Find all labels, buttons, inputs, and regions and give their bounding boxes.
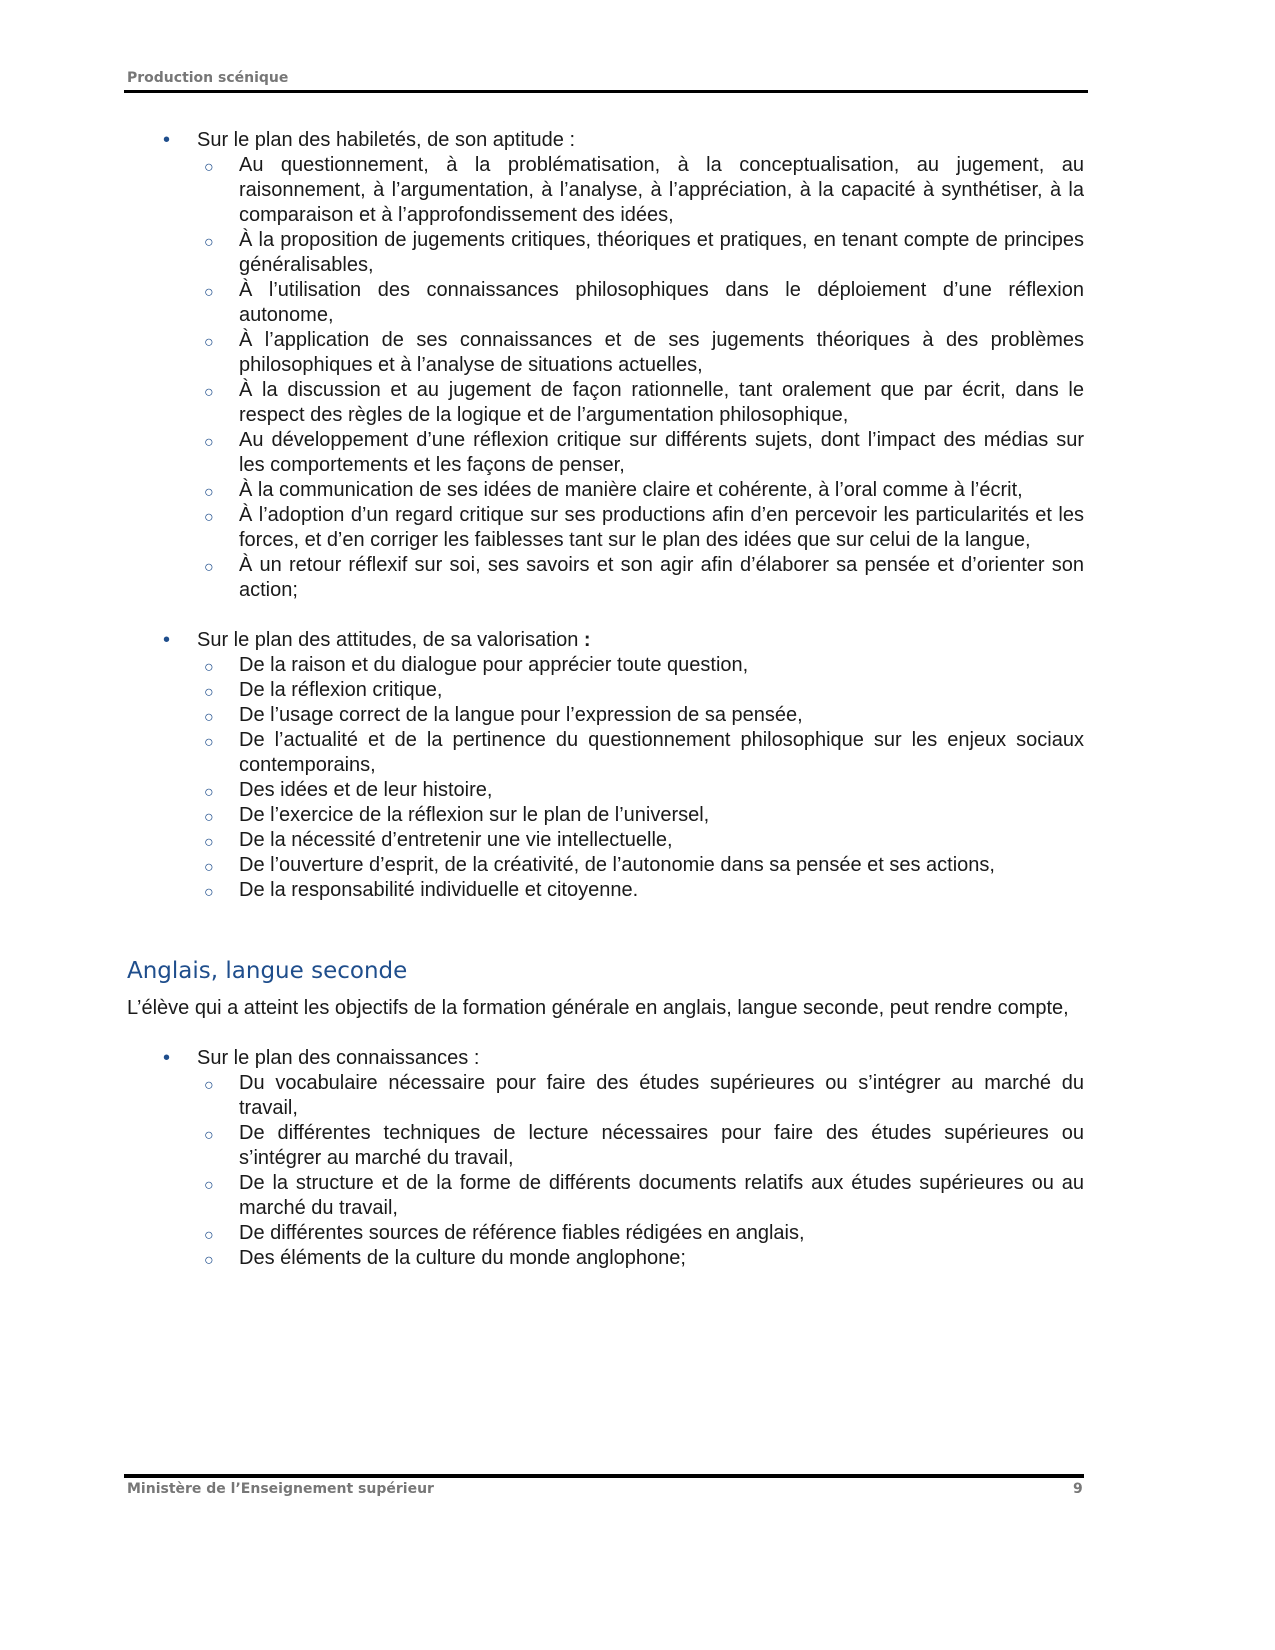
circle-bullet-icon: ○ [204,884,214,901]
list-item [197,678,1084,703]
circle-bullet-icon: ○ [204,334,214,351]
circle-bullet-icon: ○ [204,1227,214,1244]
label-colon: : [583,629,591,651]
circle-bullet-icon: ○ [204,859,214,876]
list-item [197,378,1084,428]
document-body [127,128,1084,1271]
circle-bullet-icon: ○ [204,434,214,451]
list-item [197,1171,1084,1221]
list-item-text: De la structure et de la forme de différents documents relatifs aux études supérieures ou au marché du travail, [239,1172,1084,1219]
circle-bullet-icon: ○ [204,734,214,751]
list-item-text: À un retour réflexif sur soi, ses savoirs et son agir afin d’élaborer sa pensée et d’orienter son action; [239,554,1084,601]
list-item-text: De la réflexion critique, [239,679,443,701]
list-item [197,1071,1084,1121]
list-item-text: Des idées et de leur histoire, [239,779,493,801]
list-item [197,728,1084,778]
circle-bullet-icon: ○ [204,559,214,576]
list-item-text: Des éléments de la culture du monde anglophone; [239,1247,686,1269]
list-item-text: À l’adoption d’un regard critique sur ses productions afin d’en percevoir les particularités et les forces, et d’en corriger les faiblesses tant sur le plan des idées que sur celui de la langue, [239,504,1084,551]
circle-bullet-icon: ○ [204,684,214,701]
running-header: Production scénique [127,70,289,86]
bullet-icon: • [163,129,171,151]
circle-bullet-icon: ○ [204,709,214,726]
list-item [197,228,1084,278]
header-rule [124,90,1088,93]
list-item [197,503,1084,553]
page-number: 9 [1073,1481,1083,1497]
list-item-text: De différentes techniques de lecture nécessaires pour faire des études supérieures ou s’intégrer au marché du travail, [239,1122,1084,1169]
bullet-icon: • [163,629,171,651]
list-item [197,278,1084,328]
list-item [197,803,1084,828]
list-item-text: De l’usage correct de la langue pour l’expression de sa pensée, [239,704,803,726]
list-item-text: Du vocabulaire nécessaire pour faire des études supérieures ou s’intégrer au marché du travail, [239,1072,1084,1119]
circle-bullet-icon: ○ [204,1252,214,1269]
section-attitudes [127,628,1084,903]
list-item-text: Au questionnement, à la problématisation, à la conceptualisation, au jugement, au raisonnement, à l’argumentation, à l’analyse, à l’appréciation, à la capacité à synthétiser, à la comparaison et à l’approfondissement des idées, [239,154,1084,226]
list-item-text: À la communication de ses idées de manière claire et cohérente, à l’oral comme à l’écrit, [239,479,1023,501]
intro-paragraph: L’élève qui a atteint les objectifs de la formation générale en anglais, langue seconde, peut rendre compte, [127,997,1069,1019]
list-item [197,1246,1084,1271]
list-item-text: De l’actualité et de la pertinence du questionnement philosophique sur les enjeux sociaux contemporains, [239,729,1084,776]
list-item [197,428,1084,478]
circle-bullet-icon: ○ [204,484,214,501]
list-item [197,553,1084,603]
circle-bullet-icon: ○ [204,159,214,176]
list-item-text: À l’application de ses connaissances et de ses jugements théoriques à des problèmes philosophiques et à l’analyse de situations actuelles, [239,329,1084,376]
attitudes-list [127,628,1084,903]
circle-bullet-icon: ○ [204,1127,214,1144]
knowledge-list [127,1046,1084,1271]
footer-ministry: Ministère de l’Enseignement supérieur [127,1481,434,1497]
section-connaissances [127,1046,1084,1271]
list-item-text: Au développement d’une réflexion critique sur différents sujets, dont l’impact des médias sur les comportements et les façons de penser, [239,429,1084,476]
circle-bullet-icon: ○ [204,1077,214,1094]
list-item [197,878,1084,903]
sub-list [197,653,1084,903]
list-item [197,653,1084,678]
list-item [197,828,1084,853]
list-item [197,478,1084,503]
list-item-text: À la discussion et au jugement de façon rationnelle, tant oralement que par écrit, dans le respect des règles de la logique et de l’argumentation philosophique, [239,379,1084,426]
circle-bullet-icon: ○ [204,1177,214,1194]
list-item [197,328,1084,378]
list-item-text: De la nécessité d’entretenir une vie intellectuelle, [239,829,673,851]
footer-rule [124,1474,1084,1478]
circle-bullet-icon: ○ [204,384,214,401]
list-item-text: De la raison et du dialogue pour apprécier toute question, [239,654,749,676]
section-habiletes [127,128,1084,603]
circle-bullet-icon: ○ [204,784,214,801]
list-item-text: De la responsabilité individuelle et citoyenne. [239,879,639,901]
circle-bullet-icon: ○ [204,834,214,851]
list-item-text: À l’utilisation des connaissances philosophiques dans le déploiement d’une réflexion autonome, [239,279,1084,326]
list-item [197,1121,1084,1171]
circle-bullet-icon: ○ [204,659,214,676]
list-item-text: De l’exercice de la réflexion sur le plan de l’universel, [239,804,710,826]
list-item-text: De l’ouverture d’esprit, de la créativité, de l’autonomie dans sa pensée et ses actions, [239,854,995,876]
section-label: Sur le plan des attitudes, de sa valorisation [197,629,579,651]
skills-list [127,128,1084,603]
list-item [197,1221,1084,1246]
list-item [197,853,1084,878]
circle-bullet-icon: ○ [204,809,214,826]
circle-bullet-icon: ○ [204,234,214,251]
section-label: Sur le plan des connaissances : [197,1047,480,1069]
sub-list [197,1071,1084,1271]
list-item [197,778,1084,803]
list-item-text: De différentes sources de référence fiables rédigées en anglais, [239,1222,805,1244]
circle-bullet-icon: ○ [204,509,214,526]
bullet-icon: • [163,1047,171,1069]
list-item-text: À la proposition de jugements critiques, théoriques et pratiques, en tenant compte de principes généralisables, [239,229,1084,276]
section-label: Sur le plan des habiletés, de son aptitude : [197,129,576,151]
list-item [197,153,1084,228]
circle-bullet-icon: ○ [204,284,214,301]
section-heading: Anglais, langue seconde [127,958,408,984]
sub-list [197,153,1084,603]
list-item [197,703,1084,728]
